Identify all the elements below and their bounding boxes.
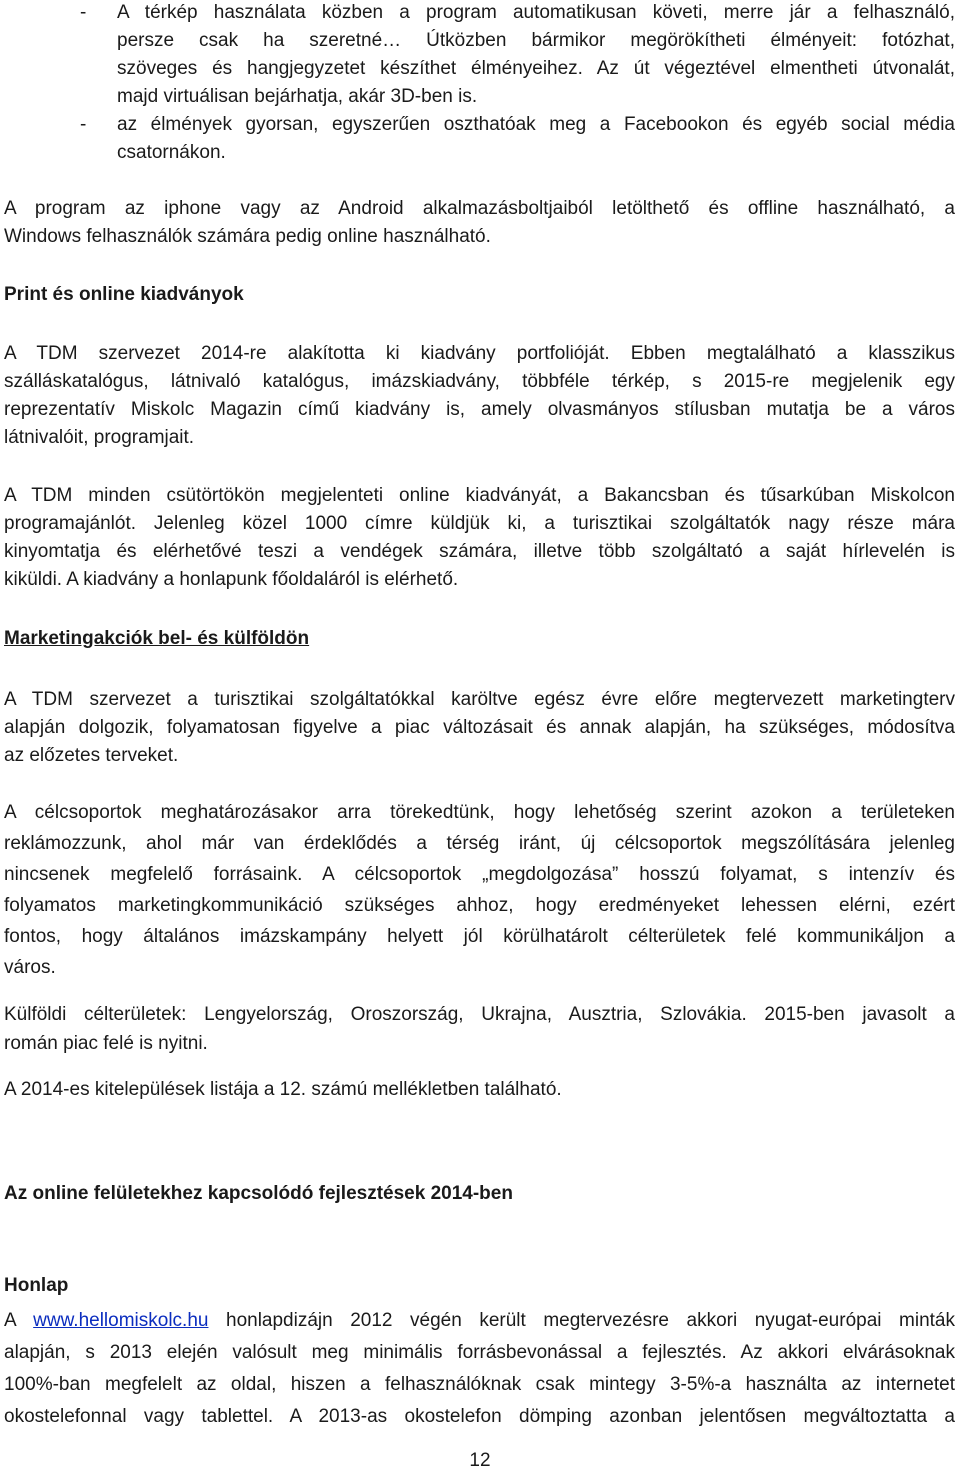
para-weekly-line-2: programajánlót. Jelenleg közel 1000 címre küldjük ki, a turisztikai szolgáltatók nagy része mára	[4, 513, 955, 534]
bullet-1-line-1: A térkép használata közben a program automatikusan követi, merre jár a felhasználó,	[117, 2, 955, 23]
para-target-line-6: város.	[4, 957, 56, 978]
para-portfolio-line-3: reprezentatív Miskolc Magazin című kiadvány is, amely olvasmányos stílusban mutatja be a város	[4, 399, 955, 420]
para-target-line-5: fontos, hogy általános imázskampány helyett jól körülhatárolt célterületek felé kommunikáljon a	[4, 926, 955, 947]
para-annex: A 2014-es kitelepülések listája a 12. számú mellékletben található.	[4, 1079, 562, 1100]
bullet-2-line-1: az élmények gyorsan, egyszerűen oszthatóak meg a Facebookon és egyéb social média	[117, 114, 955, 135]
bullet-1-line-4: majd virtuálisan bejárhatja, akár 3D-ben is.	[117, 86, 478, 107]
para-plan-line-2: alapján dolgozik, folyamatosan figyelve a piac változásait és annak alapján, ha szükséges, módosítva	[4, 717, 955, 738]
para-app-line-2: Windows felhasználók számára pedig online használható.	[4, 226, 491, 247]
para-plan-line-1: A TDM szervezet a turisztikai szolgáltatókkal karöltve egész évre előre megtervezett marketingterv	[4, 689, 955, 710]
para-foreign-line-1: Külföldi célterületek: Lengyelország, Oroszország, Ukrajna, Ausztria, Szlovákia. 2015-ben javasolt a	[4, 1004, 955, 1025]
para-portfolio-line-4: látnivalóit, programjait.	[4, 427, 195, 448]
heading-print: Print és online kiadványok	[4, 284, 244, 305]
para-portfolio-line-1: A TDM szervezet 2014-re alakította ki kiadvány portfolióját. Ebben megtalálható a klasszikus	[4, 343, 955, 364]
para-honlap-line-2: alapján, s 2013 elején valósult meg minimális forrásbevonással a fejlesztés. Az akkori elvárásoknak	[4, 1342, 955, 1363]
para-honlap-prefix: A	[4, 1310, 34, 1331]
para-plan-line-3: az előzetes terveket.	[4, 745, 179, 766]
para-honlap-line-1	[4, 1307, 955, 1336]
para-app-line-1: A program az iphone vagy az Android alkalmazásboltjaiból letölthető és offline használható, a	[4, 198, 955, 219]
para-weekly-line-3: kinyomtatja és elérhetővé teszi a vendégek számára, illetve több szolgáltató a saját hírlevelén is	[4, 541, 955, 562]
para-weekly-line-1: A TDM minden csütörtökön megjelenteti online kiadványát, a Bakancsban és tűsarkúban Miskolcon	[4, 485, 955, 506]
para-honlap-line-3: 100%-ban megfelelt az oldal, hiszen a felhasználóknak csak mintegy 3-5%-a használta az internetet	[4, 1374, 955, 1395]
para-target-line-3: nincsenek megfelelő forrásaink. A célcsoportok „megdolgozása” hosszú folyamat, s intenzív és	[4, 864, 955, 885]
bullet-marker: -	[80, 114, 87, 135]
para-target-line-1: A célcsoportok meghatározásakor arra törekedtünk, hogy lehetőség szerint azokon a területeken	[4, 802, 955, 823]
heading-marketing: Marketingakciók bel- és külföldön	[4, 628, 310, 649]
page-number: 12	[469, 1450, 491, 1471]
para-honlap-line-4: okostelefonnal vagy tablettel. A 2013-as okostelefon dömping azonban jelentősen megváltoztatta a	[4, 1406, 955, 1427]
hellomiskolc-link[interactable]: www.hellomiskolc.hu	[33, 1310, 209, 1331]
para-target-line-4: folyamatos marketingkommunikáció szükséges ahhoz, hogy eredményeket lehessen elérni, ezért	[4, 895, 955, 916]
para-target-line-2: reklámozzunk, ahol már van érdeklődés a térség iránt, új célcsoportok megszólítására jelenleg	[4, 833, 955, 854]
para-honlap-suffix: honlapdizájn 2012 végén került megtervezésre akkori nyugat-európai minták	[208, 1310, 955, 1331]
bullet-1-line-2: persze csak ha szeretné… Útközben bármikor megörökítheti élményeit: fotózhat,	[117, 30, 955, 51]
bullet-marker: -	[80, 2, 87, 23]
bullet-1-line-3: szöveges és hangjegyzetet készíthet élményeihez. Az út végeztével elmentheti útvonalát,	[117, 58, 955, 79]
bullet-2-line-2: csatornákon.	[117, 142, 226, 163]
heading-honlap: Honlap	[4, 1275, 69, 1296]
para-portfolio-line-2: szálláskatalógus, látnivaló katalógus, imázskiadvány, többféle térkép, s 2015-re megjelenik egy	[4, 371, 955, 392]
para-weekly-line-4: kiküldi. A kiadvány a honlapunk főoldaláról is elérhető.	[4, 569, 459, 590]
para-foreign-line-2: román piac felé is nyitni.	[4, 1033, 208, 1054]
heading-online: Az online felületekhez kapcsolódó fejlesztések 2014-ben	[4, 1183, 513, 1204]
